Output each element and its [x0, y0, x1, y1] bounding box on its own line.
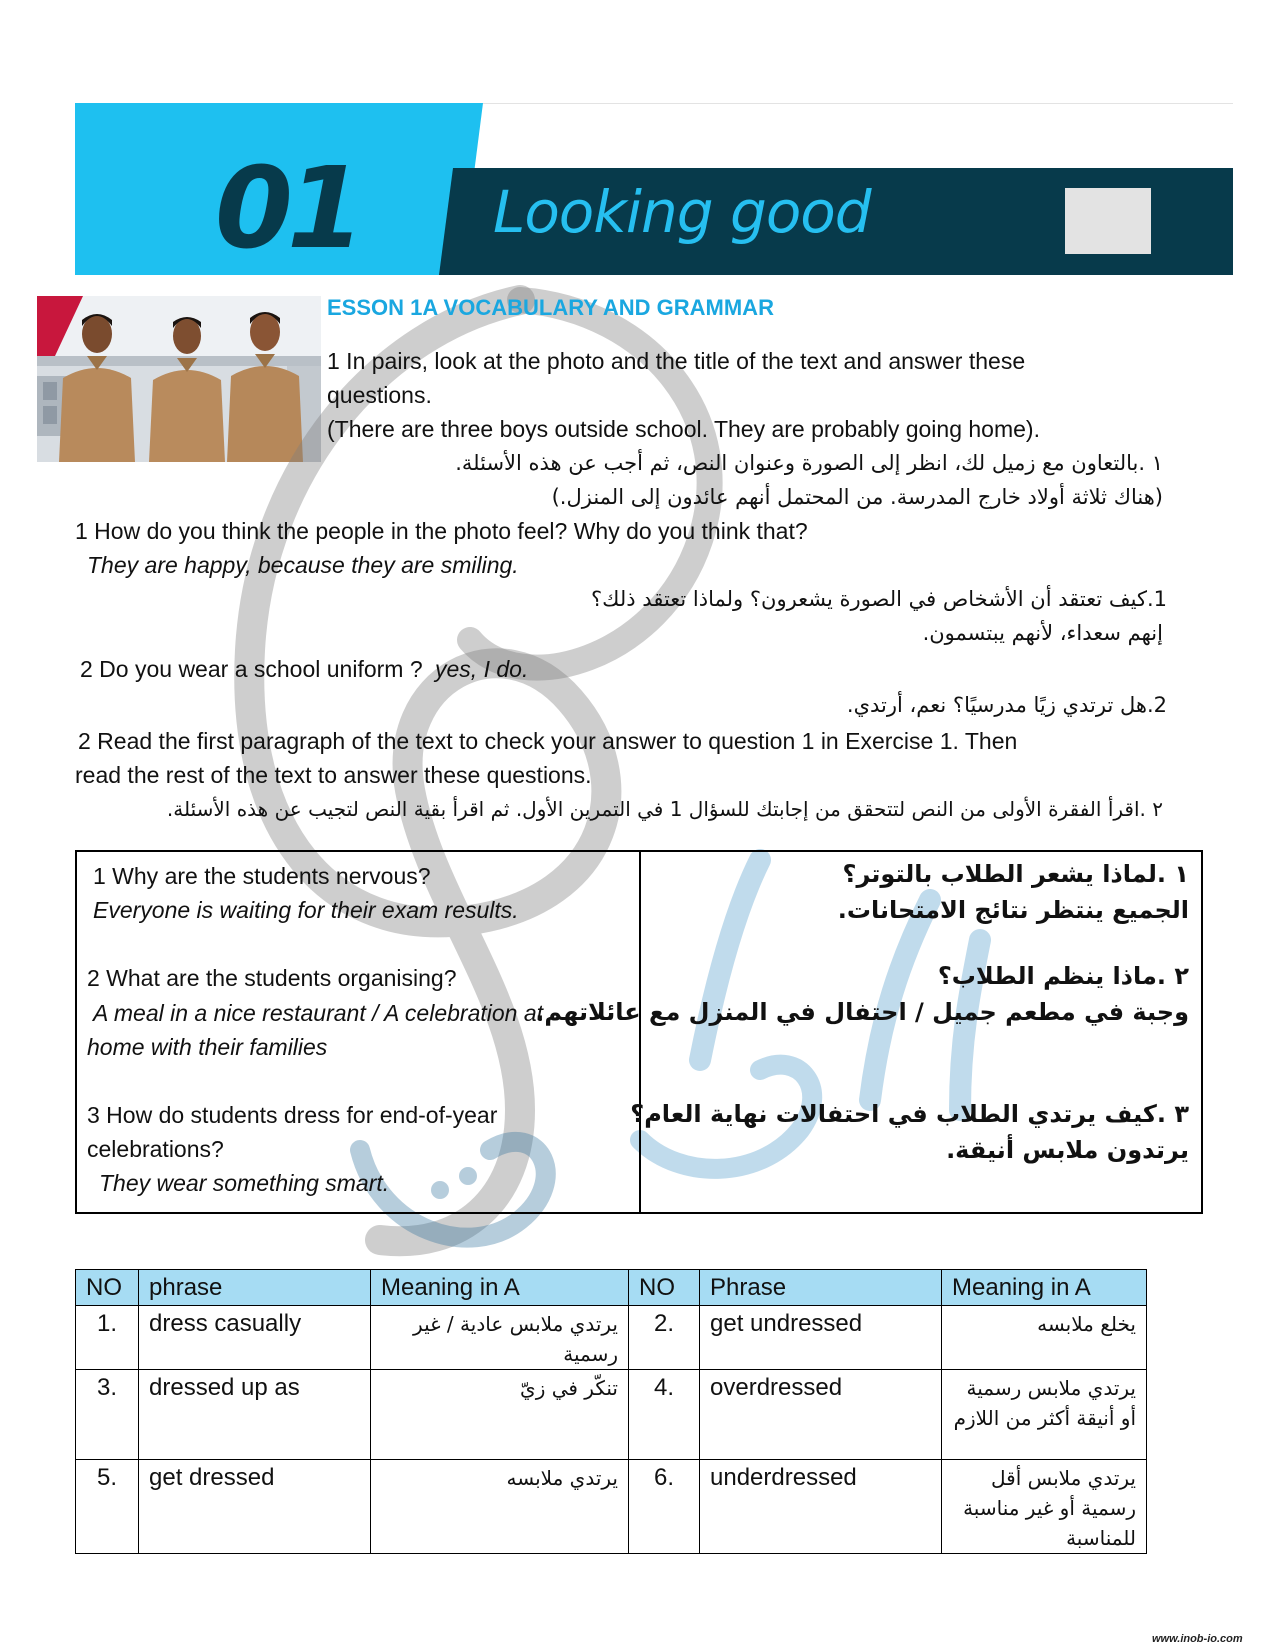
meaning-cell: يرتدي ملابس عادية / غير رسمية: [371, 1306, 629, 1370]
ex1-arabic-instruction: ١ .بالتعاون مع زميل لك، انظر إلى الصورة وعنوان النص، ثم أجب عن هذه الأسئلة.: [455, 451, 1163, 475]
row-number: 1.: [76, 1306, 139, 1370]
phrase-cell: underdressed: [700, 1460, 942, 1554]
ex2-instruction-line1: 2 Read the first paragraph of the text to check your answer to question 1 in Exercise 1. Then: [78, 728, 1018, 754]
q3-arabic: ٣ .كيف يرتدي الطلاب في احتفالات نهاية العام؟: [630, 1100, 1189, 1128]
q1-english-answer: Everyone is waiting for their exam results.: [93, 897, 519, 923]
table-divider: [639, 852, 641, 1212]
phrase-cell: dressed up as: [139, 1370, 371, 1460]
vocabulary-table: [75, 1269, 1147, 1554]
ex1-arabic-answer: (هناك ثلاثة أولاد خارج المدرسة. من المحتمل أنهم عائدون إلى المنزل.): [551, 485, 1163, 509]
ex1-question-2: [80, 652, 528, 686]
unit-title: Looking good: [493, 178, 871, 246]
meaning-cell: يخلع ملابسه: [942, 1306, 1147, 1370]
phrase-cell: dress casually: [139, 1306, 371, 1370]
q1-english: 1 Why are the students nervous?: [93, 863, 431, 889]
ex2-instruction-line2: read the rest of the text to answer these questions.: [75, 762, 592, 788]
ex1-question-1-arabic: 1.كيف تعتقد أن الأشخاص في الصورة يشعرون؟ ولماذا تعتقد ذلك؟: [591, 587, 1167, 611]
row-number: 5.: [76, 1460, 139, 1554]
phrase-cell: get dressed: [139, 1460, 371, 1554]
meaning-cell: يرتدي ملابسه: [371, 1460, 629, 1554]
phrase-cell: overdressed: [700, 1370, 942, 1460]
q1-arabic: ١ .لماذا يشعر الطلاب بالتوتر؟: [842, 860, 1189, 888]
ex1-answer: (There are three boys outside school. They are probably going home).: [327, 416, 1040, 442]
table-row: [76, 1370, 1147, 1460]
header-no-2: NO: [629, 1270, 700, 1306]
q2-english-answer-line2: home with their families: [87, 1034, 328, 1060]
q3-english-line1: 3 How do students dress for end-of-year: [87, 1102, 498, 1128]
ex2-arabic-instruction: ٢ .اقرأ الفقرة الأولى من النص لتتحقق من إجابتك للسؤال 1 في التمرين الأول. ثم اقرأ بقية النص لتجيب عن هذه الأسئلة.: [166, 797, 1163, 821]
q3-arabic-answer: يرتدون ملابس أنيقة.: [946, 1136, 1189, 1164]
questions-table: [75, 850, 1203, 1214]
footer-url[interactable]: www.inob-io.com: [1152, 1633, 1243, 1645]
q2-english-answer-line1: A meal in a nice restaurant / A celebration at: [93, 1000, 544, 1026]
row-number: 2.: [629, 1306, 700, 1370]
ex1-question-2-text: 2 Do you wear a school uniform ?: [80, 656, 423, 682]
phrase-cell: get undressed: [700, 1306, 942, 1370]
unit-number: 01: [215, 144, 359, 274]
header-meaning-1: Meaning in A: [371, 1270, 629, 1306]
ex1-question-2-arabic: 2.هل ترتدي زيًا مدرسيًا؟ نعم، أرتدي.: [846, 693, 1167, 717]
meaning-cell: يرتدي ملابس رسمية أو أنيقة أكثر من اللازم: [942, 1370, 1147, 1460]
q2-arabic: ٢ .ماذا ينظم الطلاب؟: [937, 962, 1189, 990]
row-number: 3.: [76, 1370, 139, 1460]
table-header-row: [76, 1270, 1147, 1306]
q1-arabic-answer: الجميع ينتظر نتائج الامتحانات.: [837, 896, 1189, 924]
q2-english: 2 What are the students organising?: [87, 965, 457, 991]
row-number: 4.: [629, 1370, 700, 1460]
ex1-instruction-line2: questions.: [327, 382, 432, 408]
unit-banner: [75, 103, 1233, 275]
ex1-instruction-line1: 1 In pairs, look at the photo and the title of the text and answer these: [327, 348, 1026, 374]
q3-english-answer: They wear something smart.: [99, 1170, 390, 1196]
ex1-question-1: 1 How do you think the people in the photo feel? Why do you think that?: [75, 518, 808, 544]
ex1-answer-2: yes, I do.: [435, 656, 529, 682]
row-number: 6.: [629, 1460, 700, 1554]
ex1-answer-1-arabic: إنهم سعداء، لأنهم يبتسمون.: [922, 621, 1163, 645]
q3-english-line2: celebrations?: [87, 1136, 224, 1162]
meaning-cell: يرتدي ملابس أقل رسمية أو غير مناسبة للمناسبة: [942, 1460, 1147, 1554]
table-row: [76, 1460, 1147, 1554]
header-phrase-2: Phrase: [700, 1270, 942, 1306]
q2-arabic-answer: وجبة في مطعم جميل / احتفال في المنزل مع عائلاتهم.: [535, 998, 1189, 1026]
students-photo: [37, 296, 321, 462]
header-phrase-1: phrase: [139, 1270, 371, 1306]
lesson-title: ESSON 1A VOCABULARY AND GRAMMAR: [327, 295, 774, 320]
ex1-answer-1: They are happy, because they are smiling.: [87, 552, 519, 578]
table-row: [76, 1306, 1147, 1370]
meaning-cell: تنكّر في زيّ: [371, 1370, 629, 1460]
placeholder-box: [1065, 188, 1151, 254]
header-meaning-2: Meaning in A: [942, 1270, 1147, 1306]
header-no-1: NO: [76, 1270, 139, 1306]
